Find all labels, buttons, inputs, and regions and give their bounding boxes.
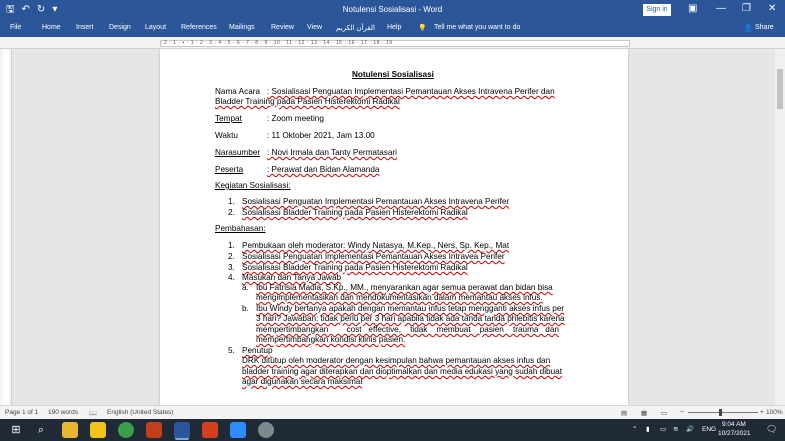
scrollbar-thumb[interactable] (777, 69, 783, 109)
sub-item-a: Ibu Fatrisia Madia, S.Kp., MM., menyarankan agar semua perawat dan bidan bisa (256, 283, 553, 292)
tab-insert[interactable]: Insert (76, 24, 94, 31)
zoom-level[interactable]: 100% (766, 409, 783, 416)
tell-me-search[interactable]: Tell me what you want to do (434, 24, 521, 31)
document-page[interactable] (160, 49, 628, 405)
tray-date[interactable]: 10/27/2021 (718, 430, 751, 437)
share-icon: 👤 (744, 25, 753, 32)
tempat-label: Tempat (215, 114, 242, 123)
sub-item-letter: b. (242, 304, 249, 313)
tray-chevron-icon[interactable]: ⌃ (632, 426, 638, 433)
peserta-value: : Perawat dan Bidan Alamanda (267, 165, 380, 174)
tab-layout[interactable]: Layout (145, 24, 167, 31)
tab-references[interactable]: References (181, 24, 217, 31)
list-item-number: 3. (228, 263, 235, 272)
horizontal-ruler[interactable] (0, 37, 785, 49)
kegiatan-label: Kegiatan Sosialisasi: (215, 181, 291, 190)
waktu-label: Waktu (215, 131, 238, 140)
ribbon-tabs (0, 20, 785, 37)
list-item: Masukan dan Tanya Jawab (242, 273, 342, 282)
search-icon[interactable]: ⌕ (37, 424, 45, 436)
list-item: Sosialisasi Penguatan Implementasi Pemantauan Akses Intravena Perifer (242, 197, 510, 206)
sub-item-b: Ibu Windy bertanya apakah dengan memantau infus tetap mengganti akses infus per (256, 304, 565, 313)
list-item: Penutup (242, 346, 273, 355)
list-item-number: 1. (228, 197, 235, 206)
nama-value: : Sosialisasi Penguatan Implementasi Pemantauan Akses Intravena Perifer dan (267, 87, 555, 96)
tab-file[interactable]: File (10, 24, 22, 31)
zoom-app-icon[interactable] (230, 422, 246, 438)
sub-item-b-cont: mempertimbangkan cost effective, tidak membuat pasien trauma dan (256, 325, 559, 334)
list-item-number: 5. (228, 346, 235, 355)
windows-start-icon[interactable]: ⊞ (11, 424, 21, 436)
acrobat-icon[interactable] (202, 422, 218, 438)
list-item-number: 2. (228, 252, 235, 261)
sign-in-button[interactable]: Sign in (643, 4, 671, 16)
restore-icon[interactable]: ❐ (742, 3, 751, 14)
network-icon[interactable]: ▭ (660, 426, 667, 433)
read-mode-icon[interactable]: ▤ (621, 410, 628, 417)
print-layout-icon[interactable]: ▦ (641, 410, 648, 417)
minimize-icon[interactable]: — (716, 3, 726, 14)
penutup-text: DRK ditutup oleh moderator dengan kesimpulan bahwa pemantauan akses infus dan (242, 356, 551, 365)
customize-qa-icon[interactable]: ▾ (52, 4, 58, 15)
penutup-text-cont: agar digunakan secara maksimal (242, 377, 363, 386)
list-item: Sosialisasi Penguatan Implementasi Pemantauan Akses Intravea Perifer (242, 252, 505, 261)
waktu-value: : 11 Oktober 2021, Jam 13.00 (267, 131, 375, 140)
tab-help[interactable]: Help (387, 24, 402, 31)
window-title: Notulensi Sosialisasi - Word (342, 5, 443, 14)
vruler-track (3, 49, 9, 405)
narasumber-value: : Novi Irmala dan Tanty Permatasari (267, 148, 397, 157)
document-heading: Notulensi Sosialisasi (352, 70, 434, 79)
zoom-out-icon[interactable]: − (680, 409, 684, 416)
save-icon[interactable]: 🖫 (6, 4, 15, 15)
chrome-icon[interactable] (118, 422, 134, 438)
pembahasan-label: Pembahasan: (215, 224, 266, 233)
sub-item-letter: a. (242, 283, 249, 292)
tray-time[interactable]: 9:04 AM (722, 421, 746, 428)
language-tray[interactable]: ENG (702, 426, 717, 433)
wifi-icon[interactable]: ≋ (673, 426, 679, 433)
title-bar (0, 0, 785, 20)
language-indicator[interactable]: English (United States) (107, 409, 174, 416)
tab-mailings[interactable]: Mailings (229, 24, 255, 31)
peserta-label: Peserta (215, 165, 244, 174)
powerpoint-icon[interactable] (146, 422, 162, 438)
tab-home[interactable]: Home (42, 24, 61, 31)
taskbar (0, 419, 785, 441)
list-item-number: 1. (228, 241, 235, 250)
zoom-slider[interactable] (688, 412, 758, 413)
tab-design[interactable]: Design (109, 24, 131, 31)
vertical-scrollbar[interactable] (775, 49, 785, 405)
ruler-marks: · 2 · 1 · ▪ · 1 · 2 · 3 · 4 · 5 · 6 · 7 · 8 · 9 · 10 · 11 · 12 · 13 · 14 · 15 · 16 · 17 · 18 · 19 (160, 40, 393, 46)
redo-icon[interactable]: ↻ (36, 4, 46, 15)
undo-icon[interactable]: ↶ (21, 4, 30, 15)
sticky-notes-icon[interactable] (90, 422, 106, 438)
list-item: Sosialisasi Bladder Training pada Pasien Histerektomi Radikal (242, 208, 468, 217)
sub-item-b-cont: 3 hari? Jawaban: tidak perlu per 3 hari apabila tidak ada tanda tanda phlebitis karena (256, 314, 565, 323)
file-explorer-icon[interactable] (62, 422, 78, 438)
nama-label: Nama Acara (215, 87, 261, 96)
document-canvas[interactable] (12, 49, 775, 405)
vertical-ruler[interactable] (0, 49, 12, 405)
list-item: Sosialisasi Bladder Training pada Pasien Histerektomi Radikal (242, 263, 468, 272)
penutup-text-cont: bladder training agar diterapkan dan dioptimalkan dan media edukasi yang sudah dibuat (242, 367, 562, 376)
status-bar (0, 405, 785, 419)
tab-review[interactable]: Review (271, 24, 294, 31)
word-count[interactable]: 190 words (48, 409, 78, 416)
lightbulb-icon: 💡 (418, 25, 427, 32)
sub-item-a-cont: mengimplementasikan dan mendokumentasikan dalam memantau akses infus. (256, 293, 543, 302)
tab-quran[interactable]: القرآن الكريم (336, 25, 375, 32)
proofing-icon[interactable]: 📖 (89, 410, 98, 417)
web-layout-icon[interactable]: ▭ (661, 410, 668, 417)
nama-value-cont: Bladder Training pada Pasien Histerektomi Radikal (215, 97, 400, 106)
list-item: Pembukaan oleh moderator: Windy Natasya, M.Kep., Ners, Sp. Kep., Mat (242, 241, 510, 250)
tempat-value: : Zoom meeting (267, 114, 324, 123)
narasumber-label: Narasumber (215, 148, 261, 157)
zoom-slider-thumb[interactable] (719, 409, 722, 416)
list-item-number: 2. (228, 208, 235, 217)
share-button[interactable]: Share (755, 24, 774, 31)
tab-view[interactable]: View (307, 24, 323, 31)
app-icon[interactable] (258, 422, 274, 438)
tray-app-icon[interactable]: ▮ (646, 426, 650, 433)
word-icon[interactable] (174, 422, 190, 438)
notification-icon[interactable]: 🗨 (766, 424, 778, 434)
list-item-number: 4. (228, 273, 235, 282)
ribbon-display-icon[interactable]: ▣ (688, 3, 698, 14)
page-count[interactable]: Page 1 of 1 (5, 409, 39, 416)
volume-icon[interactable]: 🔊 (686, 426, 695, 433)
sub-item-b-cont: mempertimbangkan kondisi klinis pasien. (256, 335, 406, 344)
zoom-in-icon[interactable]: + (760, 409, 764, 416)
close-icon[interactable]: ✕ (768, 3, 777, 14)
